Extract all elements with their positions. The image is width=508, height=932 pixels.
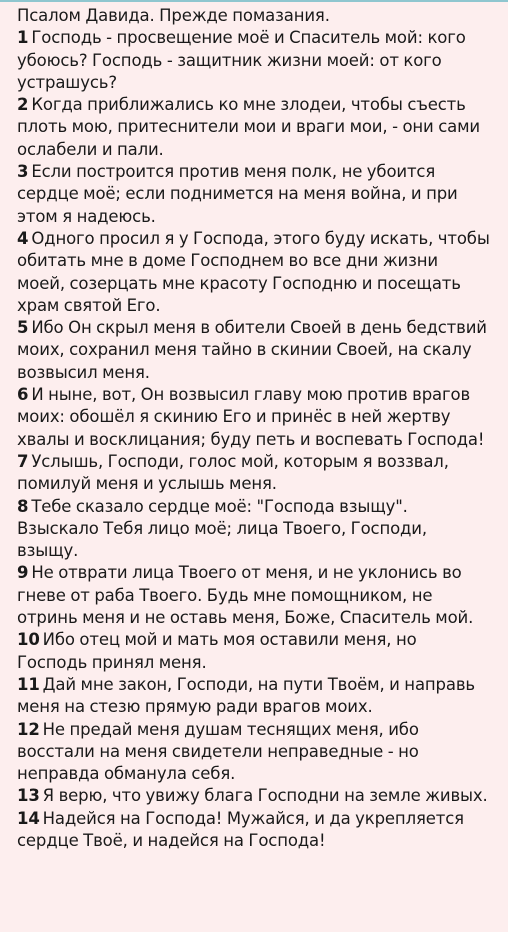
verse-text: Надейся на Господа! Мужайся, и да укрепляется сердце Твоё, и надейся на Господа! [17, 808, 464, 850]
verse-text: Когда приближались ко мне злодеи, чтобы съесть плоть мою, притеснители мои и враги мои, - они сами ослабели и пали. [17, 95, 480, 159]
verse-1 [17, 27, 490, 94]
verse-text: Дай мне закон, Господи, на пути Твоём, и направь меня на стезю прямую ради врагов моих. [17, 674, 475, 717]
verse-7 [17, 451, 490, 496]
verse-12 [17, 719, 490, 786]
verse-text: Ибо отец мой и мать моя оставили меня, но Господь принял меня. [17, 630, 417, 672]
verse-11 [17, 674, 490, 719]
verse-number: 14 [17, 808, 40, 828]
verse-text: Не отврати лица Твоего от меня, и не уклонись во гневе от раба Твоего. Будь мне помощником, не отринь меня и не оставь меня, Боже, Спаситель мой. [17, 563, 474, 628]
verse-8 [17, 496, 490, 563]
verse-text: И ныне, вот, Он возвысил главу мою против врагов моих: обошёл я скинию Его и принёс в ней жертву хвалы и восклицания; буду петь и воспевать Господа! [17, 385, 485, 449]
psalm-heading: Псалом Давида. Прежде помазания. [17, 6, 330, 25]
verse-text: Если построится против меня полк, не убоится сердце моё; если поднимется на меня война, и при этом я надеюсь. [17, 162, 458, 226]
verse-number: 2 [17, 95, 29, 115]
verse-number: 12 [17, 719, 40, 739]
verse-number: 11 [17, 674, 40, 694]
verse-number: 8 [17, 496, 29, 516]
verse-number: 6 [17, 385, 29, 405]
verse-3 [17, 161, 490, 228]
verse-number: 13 [17, 786, 40, 806]
verse-number: 4 [17, 228, 29, 248]
verse-text: Я верю, что увижу блага Господни на земле живых. [42, 786, 488, 806]
verse-14 [17, 808, 490, 853]
verse-text: Одного просил я у Господа, этого буду искать, чтобы обитать мне в доме Господнем во все дни жизни моей, созерцать мне красоту Господню и посещать храм святой Его. [17, 228, 490, 315]
verse-text: Тебе сказало сердце моё: "Господа взыщу". Взыскало Тебя лицо моё; лица Твоего, Господи, взыщу. [17, 496, 427, 561]
verse-number: 3 [17, 162, 29, 182]
verse-number: 10 [17, 630, 40, 650]
verse-9 [17, 562, 490, 629]
verse-text: Не предай меня душам теснящих меня, ибо восстали на меня свидетели неправедные - но неправда обманула себя. [17, 719, 419, 784]
verse-text: Господь - просвещение моё и Спаситель мой: кого убоюсь? Господь - защитник жизни моей: от кого устрашусь? [17, 28, 466, 92]
verse-2 [17, 94, 490, 161]
psalm-reader[interactable] [0, 2, 508, 932]
verse-number: 7 [17, 451, 29, 471]
verse-4 [17, 228, 490, 317]
verse-number: 5 [17, 318, 29, 338]
verse-text: Ибо Он скрыл меня в обители Своей в день бедствий моих, сохранил меня тайно в скинии Своей, на скалу возвысил меня. [17, 318, 487, 382]
verse-13 [17, 785, 490, 807]
verse-number: 9 [17, 563, 29, 583]
verse-number: 1 [17, 28, 29, 48]
verse-text: Услышь, Господи, голос мой, которым я воззвал, помилуй меня и услышь меня. [17, 451, 449, 494]
verse-5 [17, 317, 490, 384]
verse-6 [17, 384, 490, 451]
verse-10 [17, 629, 490, 674]
